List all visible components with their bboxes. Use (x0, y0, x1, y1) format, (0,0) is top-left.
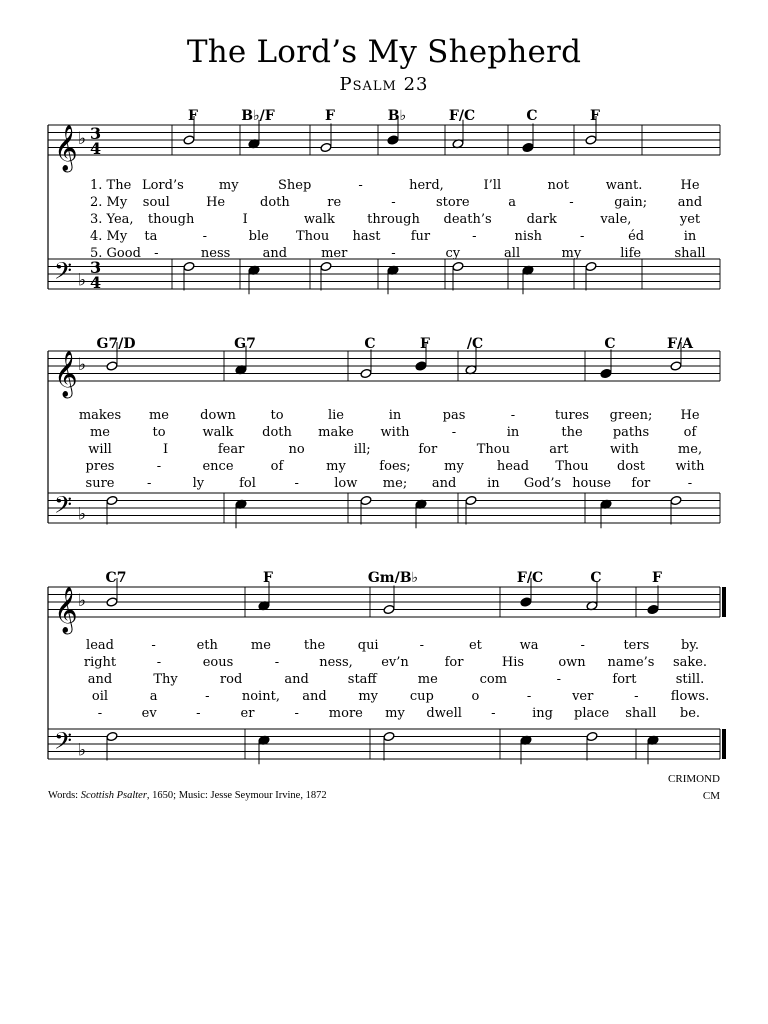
lyric-syllable: to (270, 408, 284, 423)
time-signature-denominator: 4 (90, 139, 102, 158)
lyric-syllable: - (294, 706, 299, 721)
chord-symbol: /C (466, 336, 484, 352)
lyric-syllable: cup (409, 689, 434, 704)
lyric-syllable: no (288, 442, 305, 457)
lyric-syllable: 2. My (90, 195, 128, 210)
lyric-syllable: His (501, 655, 525, 670)
flat-icon: ♭ (78, 591, 87, 611)
chord-symbol: B♭ (387, 108, 407, 124)
verse-line-4 (0, 229, 768, 246)
lyric-syllable: ters (623, 638, 650, 653)
lyric-syllable: Shep (278, 178, 312, 193)
time-signature-numerator: 3 (90, 258, 102, 277)
verse-line-3 (0, 212, 768, 229)
lyric-syllable: more (328, 706, 363, 721)
lyric-syllable: - (202, 229, 208, 244)
lyric-syllable: to (152, 425, 166, 440)
notehead (585, 135, 597, 145)
lyric-syllable: own (558, 655, 586, 670)
lyric-syllable: - (419, 638, 425, 653)
system-1 (0, 108, 768, 338)
words-source: Scottish Psalter (80, 790, 147, 801)
lyric-syllable: in (388, 408, 402, 423)
verse-line-5 (0, 246, 768, 263)
flat-icon: ♭ (78, 504, 87, 525)
chord-symbol: C (364, 336, 376, 352)
lyric-syllable: for (631, 476, 651, 491)
lyric-syllable: and (284, 672, 309, 687)
lyric-syllable: He (680, 178, 700, 193)
lyric-syllable: be. (679, 706, 701, 721)
verse-line-4 (0, 459, 768, 476)
verse-line-4 (0, 689, 768, 706)
lyric-syllable: me (250, 638, 271, 653)
lyric-syllable: God’s (523, 476, 562, 491)
lyric-syllable: right (83, 655, 117, 670)
chord-symbol: F (590, 108, 600, 124)
lyric-syllable: dark (526, 212, 557, 227)
chord-symbol: F (263, 570, 273, 586)
lyric-syllable: eous (202, 655, 234, 670)
lyric-syllable: sake. (672, 655, 708, 670)
system-2 (0, 336, 768, 566)
notehead (383, 604, 395, 614)
lyric-syllable: - (472, 229, 477, 244)
lyric-syllable: I (162, 442, 169, 457)
notehead (520, 597, 532, 607)
time-signature-denominator: 4 (90, 273, 102, 292)
lyric-syllable: lie (327, 408, 345, 423)
lyric-syllable: store (435, 195, 470, 210)
lyric-syllable: - (146, 476, 152, 491)
lyric-syllable: He (680, 408, 700, 423)
flat-icon: ♭ (78, 270, 87, 291)
bass-clef-icon: 𝄢 (54, 727, 73, 760)
lyric-syllable: I’ll (483, 178, 502, 193)
verse-line-1 (0, 408, 768, 425)
lyric-syllable: doth (260, 195, 290, 210)
lyric-syllable: of (683, 425, 697, 440)
lyric-syllable: staff (347, 672, 377, 687)
lyric-syllable: flows. (670, 689, 710, 704)
lyric-syllable: re (327, 195, 342, 210)
lyric-syllable: com (479, 672, 508, 687)
lyric-syllable: fol (239, 476, 256, 491)
notehead (415, 361, 427, 371)
lyric-syllable: with (609, 442, 639, 457)
treble-clef-icon: 𝄞 (54, 125, 78, 171)
chord-symbol: F/C (516, 570, 544, 586)
lyric-syllable: vale, (600, 212, 632, 227)
chord-symbol: B♭/F (241, 108, 275, 124)
lyric-syllable: - (274, 655, 280, 670)
chord-symbol: Gm/B♭ (367, 570, 419, 586)
lyric-syllable: fear (217, 442, 245, 457)
notehead (106, 495, 118, 505)
lyric-syllable: - (196, 706, 201, 721)
lyric-syllable: want. (605, 178, 643, 193)
lyric-syllable: the (561, 425, 583, 440)
lyric-syllable: make (318, 425, 354, 440)
lyric-syllable: ble (248, 229, 269, 244)
lyric-syllable: - (391, 246, 396, 261)
lyric-syllable: my (444, 459, 464, 474)
lyric-syllable: - (391, 195, 396, 210)
lyric-syllable: shall (674, 246, 706, 261)
lyric-syllable: et (468, 638, 482, 653)
lyric-syllable: eth (196, 638, 218, 653)
lyric-syllable: art (549, 442, 569, 457)
verse-line-5 (0, 706, 768, 723)
lyric-syllable: hast (352, 229, 381, 244)
lyric-syllable: and (431, 476, 457, 491)
lyric-syllable: 1. The (90, 178, 132, 193)
lyric-syllable: - (358, 178, 363, 193)
lyric-syllable: Thy (153, 672, 178, 687)
lyric-syllable: - (205, 689, 210, 704)
attribution-rest: , 1650; Music: Jesse Seymour Irvine, 1872 (146, 790, 327, 801)
lyric-syllable: paths (612, 425, 650, 440)
lyric-syllable: ness, (319, 655, 353, 670)
verse-line-1 (0, 178, 768, 195)
lyric-syllable: makes (78, 408, 122, 423)
lyric-syllable: a (508, 195, 516, 210)
lyric-syllable: and (302, 689, 327, 704)
notehead (387, 135, 399, 145)
notehead (670, 495, 682, 505)
lyric-syllable: house (572, 476, 612, 491)
lyric-syllable: in (683, 229, 697, 244)
time-signature-numerator: 3 (90, 124, 102, 143)
lyric-syllable: death’s (443, 212, 492, 227)
lyric-syllable: - (687, 476, 693, 491)
lyric-syllable: pas (442, 408, 466, 423)
lyric-syllable: yet (679, 212, 701, 227)
lyric-syllable: ence (202, 459, 234, 474)
lyric-syllable: ver (572, 689, 594, 704)
lyric-syllable: and (677, 195, 703, 210)
lyric-syllable: lead (86, 638, 114, 653)
lyric-syllable: Thou (476, 442, 510, 457)
flat-icon: ♭ (78, 129, 87, 149)
chord-symbol: C7 (105, 570, 127, 586)
lyric-syllable: ing (532, 706, 553, 721)
chord-symbol: F (652, 570, 662, 586)
lyric-syllable: me (148, 408, 170, 423)
lyric-syllable: by. (680, 638, 700, 653)
notehead (183, 135, 195, 145)
notehead (465, 495, 477, 505)
lyric-syllable: - (156, 459, 162, 474)
notehead (647, 604, 659, 614)
lyric-syllable: - (451, 425, 457, 440)
bass-clef-icon: 𝄢 (54, 491, 73, 524)
hymn-title: The Lord’s My Shepherd (186, 34, 582, 70)
lyric-syllable: me, (677, 442, 703, 457)
notehead (670, 361, 682, 371)
notehead (106, 731, 118, 741)
bass-clef-icon: 𝄢 (54, 257, 73, 290)
lyric-syllable: for (444, 655, 464, 670)
notehead (106, 597, 118, 607)
lyric-syllable: mer (321, 246, 348, 261)
lyric-syllable: shall (625, 706, 657, 721)
lyric-syllable: - (579, 229, 585, 244)
chord-symbol: C (590, 570, 602, 586)
lyric-syllable: rod (219, 672, 243, 687)
chord-symbol: F (420, 336, 430, 352)
lyric-syllable: my (326, 459, 346, 474)
chord-symbol: F (188, 108, 198, 124)
lyric-syllable: o (471, 689, 480, 704)
chord-symbol: G7 (234, 336, 256, 352)
lyric-syllable: walk (303, 212, 335, 227)
lyric-syllable: me (417, 672, 438, 687)
lyric-syllable: I (242, 212, 248, 227)
lyric-syllable: sure (85, 476, 115, 491)
lyric-syllable: - (151, 638, 156, 653)
lyric-syllable: ness (200, 246, 231, 261)
verse-line-2 (0, 425, 768, 442)
system-3 (0, 570, 768, 800)
lyric-syllable: nish (514, 229, 543, 244)
lyric-syllable: and (262, 246, 288, 261)
lyric-syllable: éd (628, 229, 645, 244)
lyric-syllable: fort (612, 672, 637, 687)
lyric-syllable: - (510, 408, 516, 423)
lyric-syllable: ill; (353, 442, 371, 457)
lyric-syllable: 3. Yea, (90, 212, 134, 227)
notehead (522, 142, 534, 152)
notehead (383, 731, 395, 741)
lyric-syllable: - (580, 638, 585, 653)
verse-line-1 (0, 638, 768, 655)
lyric-syllable: me (89, 425, 111, 440)
notehead (360, 495, 372, 505)
lyric-syllable: walk (202, 425, 234, 440)
lyric-syllable: though (147, 212, 195, 227)
verse-line-5 (0, 476, 768, 493)
lyric-syllable: tures (554, 408, 590, 423)
lyric-syllable: Thou (555, 459, 589, 474)
verse-line-2 (0, 655, 768, 672)
lyric-syllable: all (504, 246, 521, 261)
lyric-syllable: - (156, 655, 162, 670)
lyric-syllable: qui (357, 638, 379, 653)
lyric-syllable: not (547, 178, 569, 193)
lyric-syllable: will (88, 442, 112, 457)
lyric-syllable: my (358, 689, 379, 704)
lyric-syllable: my (218, 178, 239, 193)
lyric-syllable: a (149, 689, 158, 704)
treble-clef-icon: 𝄞 (54, 587, 78, 633)
lyric-syllable: my (561, 246, 582, 261)
notehead (586, 731, 598, 741)
lyric-syllable: pres (85, 459, 115, 474)
lyric-syllable: - (569, 195, 574, 210)
lyric-syllable: and (87, 672, 113, 687)
lyric-syllable: - (556, 672, 562, 687)
lyric-syllable: 5. Good (90, 246, 141, 261)
lyric-syllable: doth (262, 425, 292, 440)
chord-symbol: F (325, 108, 335, 124)
verse-line-3 (0, 442, 768, 459)
lyric-syllable: green; (609, 408, 653, 423)
lyric-syllable: name’s (607, 655, 655, 670)
lyric-syllable: with (380, 425, 410, 440)
lyric-syllable: foes; (379, 459, 411, 474)
lyric-syllable: in (487, 476, 500, 491)
chord-symbol: C (526, 108, 538, 124)
chord-symbol: F/C (448, 108, 476, 124)
lyric-syllable: wa (519, 638, 539, 653)
lyric-syllable: ev (141, 706, 157, 721)
lyric-syllable: - (97, 706, 103, 721)
lyric-syllable: gain; (614, 195, 648, 210)
lyric-syllable: - (634, 689, 639, 704)
lyric-syllable: with (675, 459, 705, 474)
verse-line-3 (0, 672, 768, 689)
lyric-syllable: oil (91, 689, 109, 704)
lyric-syllable: - (526, 689, 532, 704)
notehead (600, 368, 612, 378)
chord-symbol: C (604, 336, 616, 352)
lyric-syllable: ly (192, 476, 205, 491)
lyric-syllable: in (506, 425, 520, 440)
treble-clef-icon: 𝄞 (54, 351, 78, 397)
lyric-syllable: still. (675, 672, 705, 687)
notehead (320, 142, 332, 152)
lyric-syllable: of (270, 459, 284, 474)
lyric-syllable: low (334, 476, 358, 491)
chord-symbol: G7/D (96, 336, 136, 352)
lyric-syllable: - (491, 706, 496, 721)
lyric-syllable: head (496, 459, 530, 474)
lyric-syllable: noint, (241, 689, 280, 704)
lyric-syllable: Thou (296, 229, 330, 244)
lyric-syllable: - (154, 246, 159, 261)
lyric-syllable: ta (144, 229, 158, 244)
notehead (360, 368, 372, 378)
lyric-syllable: ev’n (381, 655, 409, 670)
tune-name: CRIMOND (668, 773, 720, 785)
lyric-syllable: He (206, 195, 226, 210)
lyric-syllable: 4. My (90, 229, 128, 244)
lyric-syllable: the (303, 638, 326, 653)
words-prefix: Words: (48, 790, 81, 801)
lyric-syllable: Lord’s (141, 178, 184, 193)
lyric-syllable: down (200, 408, 236, 423)
flat-icon: ♭ (78, 355, 87, 375)
lyric-syllable: for (418, 442, 438, 457)
lyric-syllable: through (367, 212, 420, 227)
lyric-syllable: soul (142, 195, 170, 210)
verse-line-2 (0, 195, 768, 212)
lyric-syllable: cy (445, 246, 461, 261)
lyric-syllable: dost (616, 459, 646, 474)
lyric-syllable: dwell (426, 706, 462, 721)
meter: CM (702, 790, 720, 802)
lyric-syllable: place (574, 706, 610, 721)
lyric-syllable: herd, (409, 178, 444, 193)
lyric-syllable: fur (410, 229, 431, 244)
lyric-syllable: me; (382, 476, 408, 491)
lyric-syllable: - (294, 476, 299, 491)
attribution (48, 790, 327, 801)
hymn-subtitle: Psalm 23 (339, 74, 429, 95)
lyric-syllable: life (620, 246, 642, 261)
notehead (106, 361, 118, 371)
flat-icon: ♭ (78, 740, 87, 761)
lyric-syllable: er (240, 706, 255, 721)
lyric-syllable: my (385, 706, 405, 721)
chord-symbol: F/A (667, 336, 693, 352)
